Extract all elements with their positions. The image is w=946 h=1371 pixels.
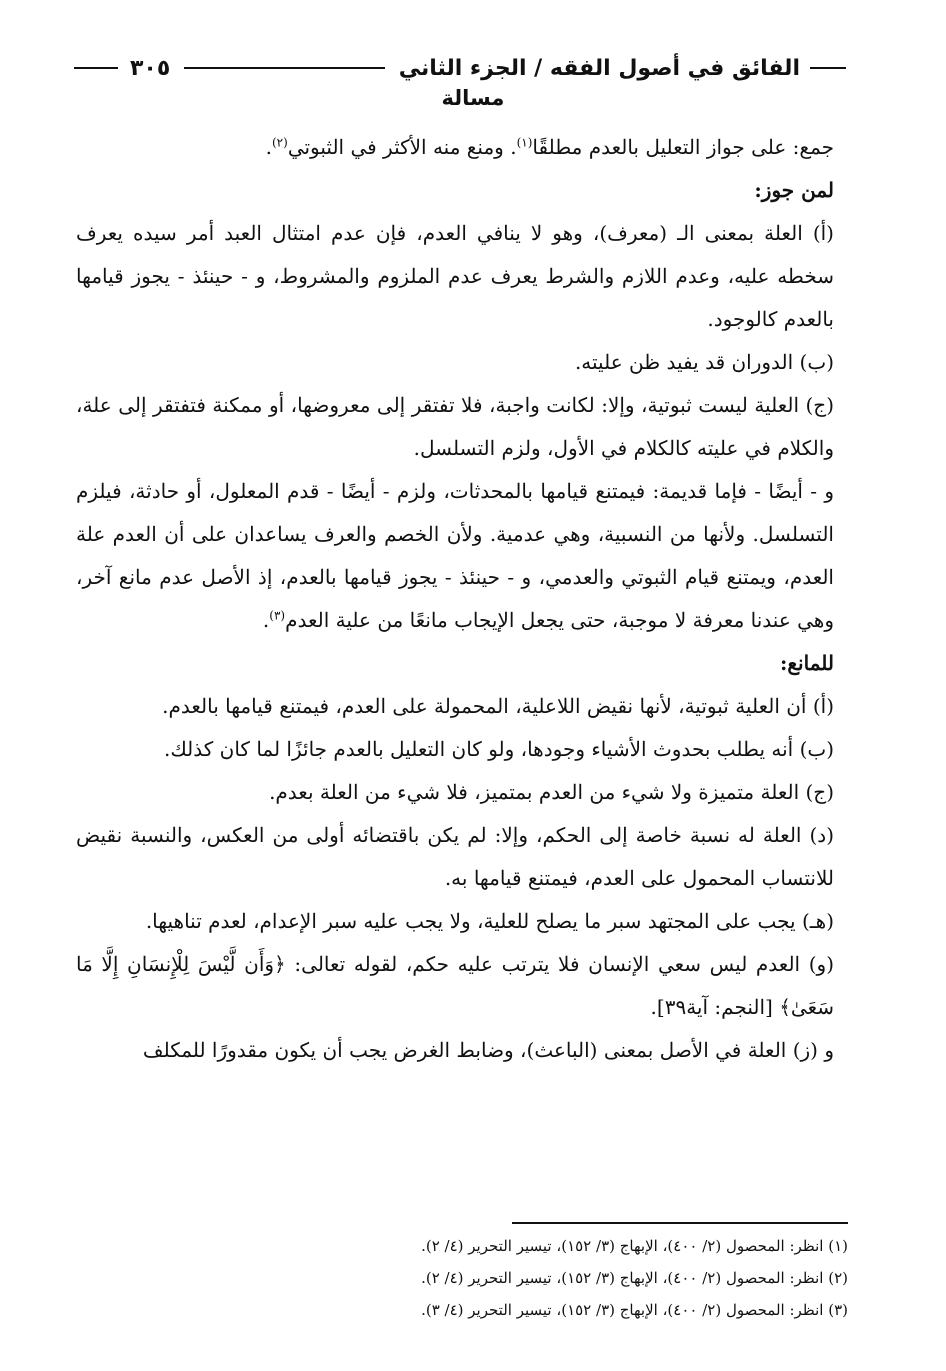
paragraph-c: (ج) العلية ليست ثبوتية، وإلا: لكانت واجبة، فلا تفتقر إلى معروضها، أو ممكنة فتفتقر إلى علة، والكلام في عليته كالكلام في الأول، ولزم التسلسل. <box>76 393 834 460</box>
page-number: ٣٠٥ <box>130 55 171 81</box>
paragraph-opp-c: (ج) العلة متميزة ولا شيء من العدم بمتميز، فلا شيء من العلة بعدم. <box>269 780 834 804</box>
running-header <box>74 48 846 88</box>
book-title: الفائق في أصول الفقه / الجزء الثاني <box>398 55 800 81</box>
main-text <box>76 126 848 1072</box>
paragraph-b: (ب) الدوران قد يفيد ظن عليته. <box>574 350 834 374</box>
quran-reference: [النجم: آية٣٩]. <box>650 995 773 1019</box>
paragraph-opp-b: (ب) أنه يطلب بحدوث الأشياء وجودها، ولو كان التعليل بالعدم جائزًا لما كان كذلك. <box>163 737 834 761</box>
heading-opponents: للمانع: <box>780 651 834 675</box>
header-rule-middle <box>184 67 384 69</box>
header-rule-left <box>74 67 118 69</box>
footnote-separator <box>512 1222 848 1224</box>
footnote-ref-2: (٢) <box>271 135 288 150</box>
footnote-2: (٢) انظر: المحصول (٢/ ٤٠٠)، الإبهاج (٣/ ١٥٢)، تيسير التحرير (٤/ ٢). <box>421 1269 848 1287</box>
paragraph-opp-g: و (ز) العلة في الأصل بمعنى (الباعث)، وضابط الغرض يجب أن يكون مقدورًا للمكلف <box>142 1038 834 1062</box>
footnote-3: (٣) انظر: المحصول (٢/ ٤٠٠)، الإبهاج (٣/ ١٥٢)، تيسير التحرير (٤/ ٣). <box>421 1301 848 1319</box>
paragraph-opp-d: (د) العلة له نسبة خاصة إلى الحكم، وإلا: لم يكن باقتضائه أولى من العكس، والنسبة نقيض للانتساب المحمول على العدم، فيمتنع قيامها به. <box>76 823 834 890</box>
paragraph-opp-e: (هـ) يجب على المجتهد سبر ما يصلح للعلية، ولا يجب عليه سبر الإعدام، لعدم تناهيها. <box>145 909 834 933</box>
footnote-ref-1: (١) <box>516 135 533 150</box>
section-title: مسالة <box>441 86 505 110</box>
paragraph-intro: جمع: على جواز التعليل بالعدم مطلقًا$^{(١)}$. ومنع منه الأكثر في الثبوتي$^{(٢)}$. <box>265 135 834 159</box>
footnotes <box>180 1230 848 1326</box>
paragraph-continuation: و - أيضًا - فإما قديمة: فيمتنع قيامها بالمحدثات، ولزم - أيضًا - قدم المعلول، أو حادثة، فيلزم التسلسل. ولأنها من النسبية، وهي عدمية. ولأن الخصم والعرف يساعدان على أن العدم علة العدم، ويمتنع قيام الثبوتي والعدمي، و - حينئذ - يجوز قيامها بالعدم، إذ الأصل عدم مانع آخر، وهي عندنا معرفة لا موجبة، حتى يجعل الإيجاب مانعًا من علية العدم$^{(٣)}$. <box>76 479 834 632</box>
paragraph-a: (أ) العلة بمعنى الـ (معرف)، وهو لا ينافي العدم، فإن عدم امتثال العبد أمر سيده يعرف سخطه عليه، وعدم اللازم والشرط يعرف عدم الملزوم والمشروط، و - حينئذ - يجوز قيامها بالعدم كالوجود. <box>76 221 834 331</box>
paragraph-opp-a: (أ) أن العلية ثبوتية، لأنها نقيض اللاعلية، المحمولة على العدم، فيمتنع قيامها بالعدم. <box>162 694 834 718</box>
footnote-1: (١) انظر: المحصول (٢/ ٤٠٠)، الإبهاج (٣/ ١٥٢)، تيسير التحرير (٤/ ٢). <box>421 1237 848 1255</box>
header-rule-right <box>810 67 846 69</box>
paragraph-opp-f: (و) العدم ليس سعي الإنسان فلا يترتب عليه حكم، لقوله تعالى: ﴿وَأَن لَّيْسَ لِلْإِنسَانِ إِلَّا مَا سَعَىٰ﴾ [النجم: آية٣٩]. <box>76 952 835 1019</box>
heading-proponents: لمن جوز: <box>754 178 834 202</box>
footnote-ref-3: (٣) <box>269 608 286 623</box>
quran-quote: ﴿وَأَن لَّيْسَ لِلْإِنسَانِ إِلَّا مَا سَعَىٰ﴾ <box>76 952 834 1019</box>
